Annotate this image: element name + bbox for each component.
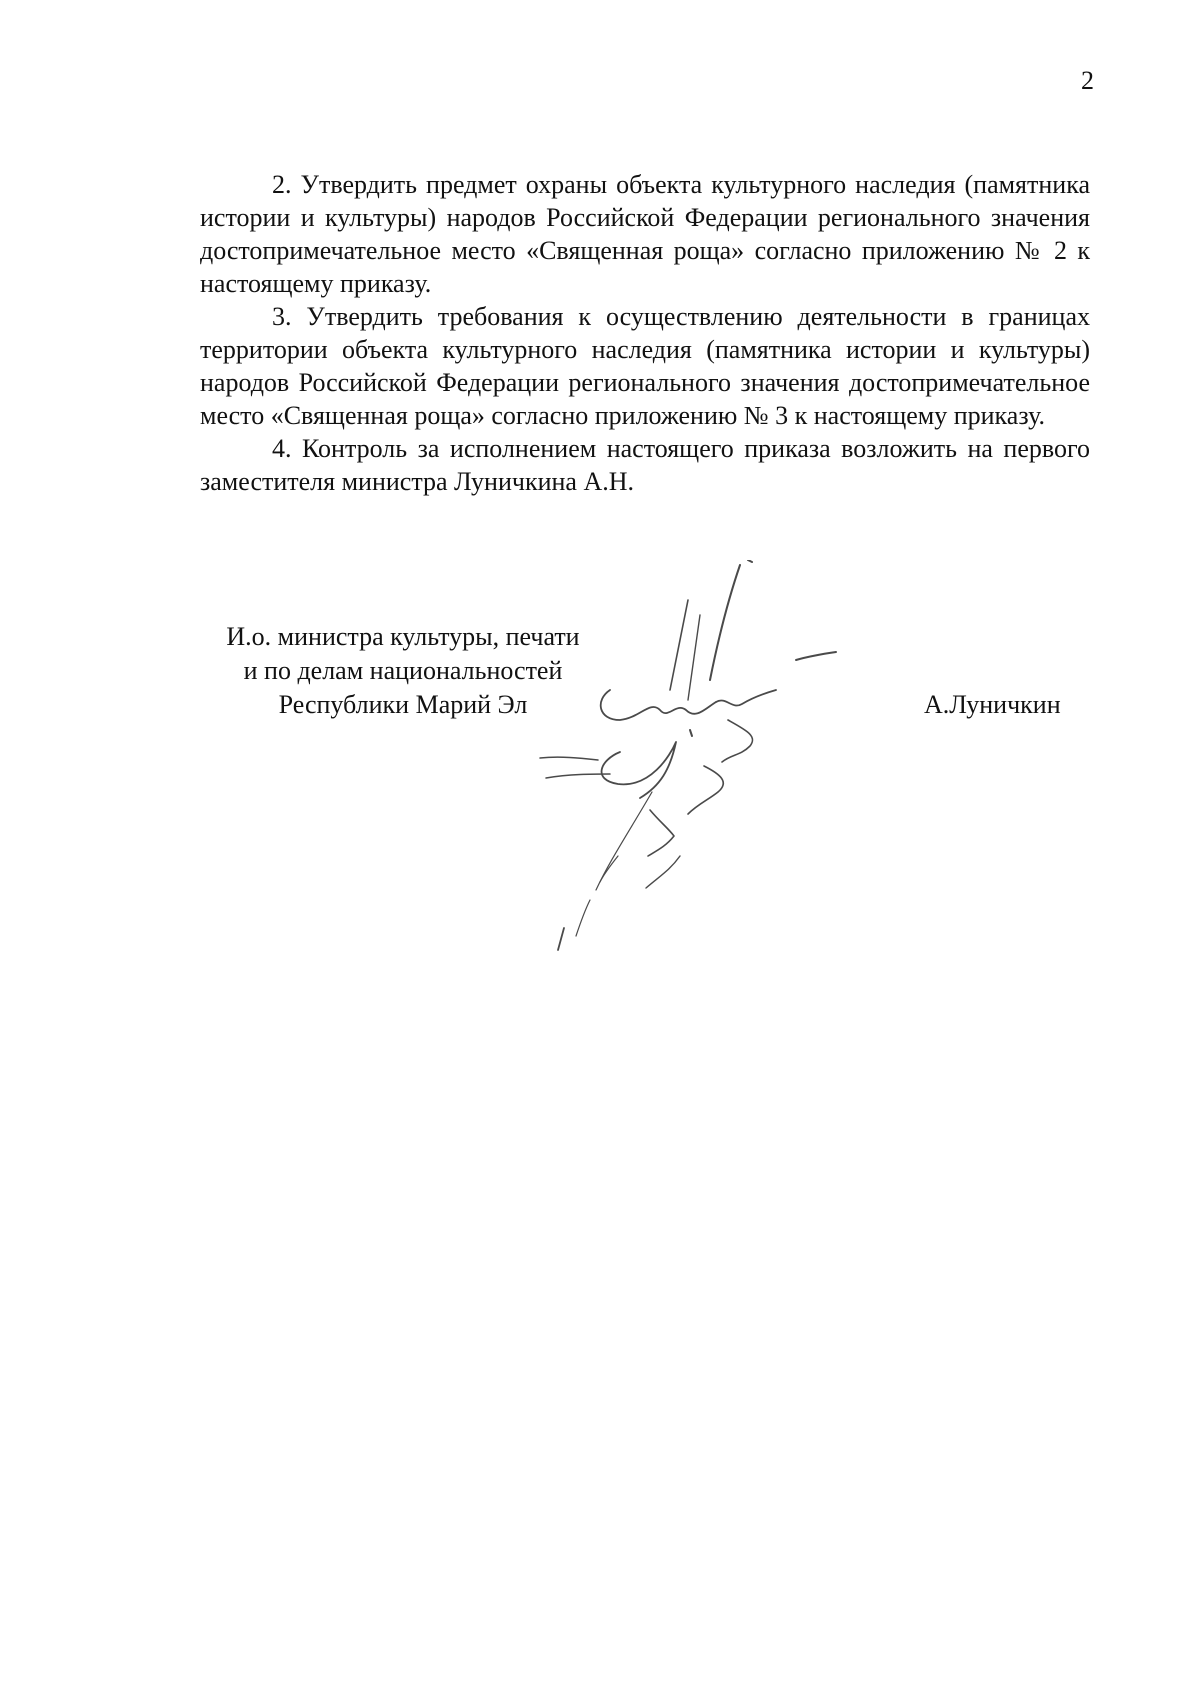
handwritten-signature-icon [500, 560, 940, 980]
paragraph-item-4: 4. Контроль за исполнением настоящего приказа возложить на первого заместителя министра Луничкина А.Н. [200, 434, 1090, 496]
signatory-title-line: и по делам национальностей [243, 656, 563, 685]
order-body [200, 168, 1090, 498]
page-number: 2 [1081, 66, 1094, 95]
paragraph-item-3: 3. Утвердить требования к осуществлению деятельности в границах территории объекта культурного наследия (памятника истории и культуры) народов Российской Федерации регионального значения достопримечательное место «Священная роща» согласно приложению № 3 к настоящему приказу. [200, 302, 1090, 430]
paragraph-item-2: 2. Утвердить предмет охраны объекта культурного наследия (памятника истории и культуры) народов Российской Федерации регионального значения достопримечательное место «Священная роща» согласно приложению № 2 к настоящему приказу. [200, 170, 1090, 298]
signatory-title-line: Республики Марий Эл [278, 690, 528, 719]
signatory-title-line: И.о. министра культуры, печати [226, 622, 580, 651]
signer-name: А.Луничкин [924, 690, 1061, 719]
